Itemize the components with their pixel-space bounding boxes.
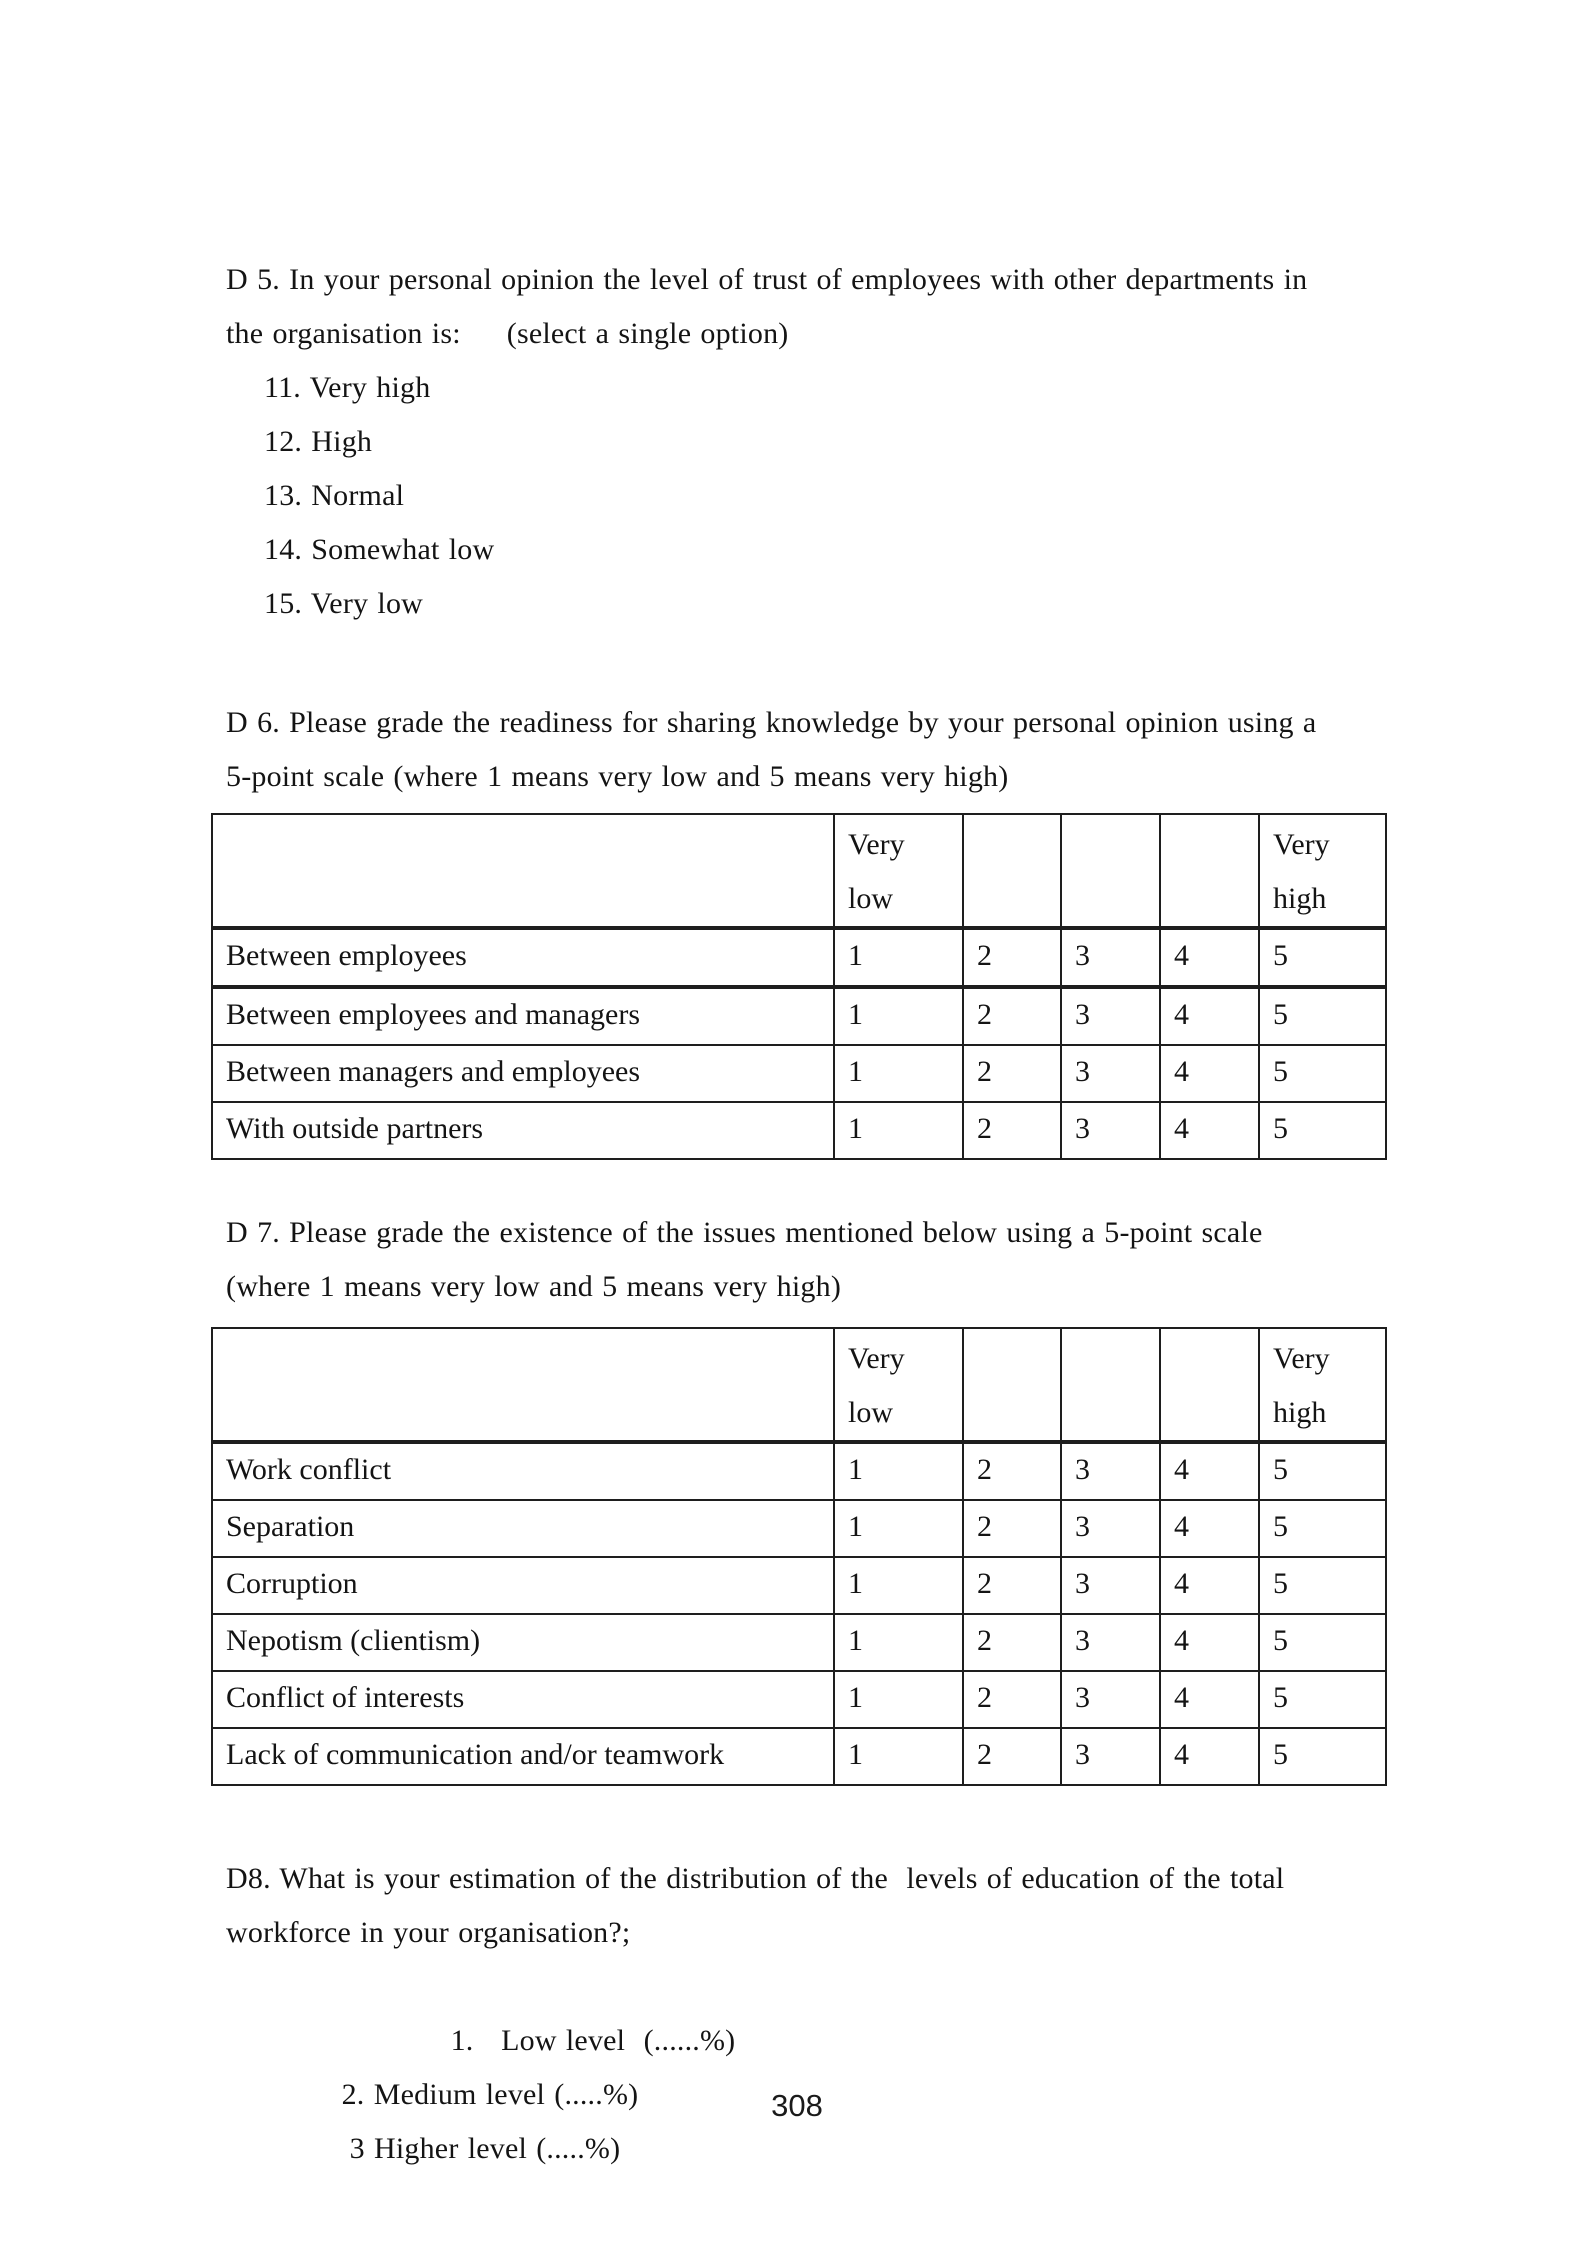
rating-cell-5: 5: [1259, 1102, 1386, 1159]
table-row: [212, 1500, 1386, 1557]
rating-cell-2: 2: [963, 1614, 1061, 1671]
rating-cell-3: 3: [1061, 1045, 1160, 1102]
row-label: Work conflict: [212, 1442, 834, 1500]
question-d5-line-1: D 5. In your personal opinion the level of trust of employees with other departments in: [226, 263, 1308, 296]
question-d5: [226, 253, 1416, 361]
question-d7: [226, 1206, 1416, 1314]
rating-cell-2: 2: [963, 987, 1061, 1045]
table-row: [212, 1728, 1386, 1785]
rating-cell-3: 3: [1061, 1102, 1160, 1159]
question-d8-line-1: D8. What is your estimation of the distribution of the levels of education of the total: [226, 1862, 1285, 1895]
rating-cell-1: 1: [834, 1557, 963, 1614]
d7-rating-table: [211, 1327, 1387, 1786]
rating-cell-1: 1: [834, 1102, 963, 1159]
question-d5-options: [264, 361, 1416, 631]
d6-rating-table: [211, 813, 1387, 1160]
rating-cell-5: 5: [1259, 1045, 1386, 1102]
d6-table-wrapper: [211, 813, 1416, 1160]
row-label: Lack of communication and/or teamwork: [212, 1728, 834, 1785]
rating-cell-1: 1: [834, 1045, 963, 1102]
table-row: [212, 1671, 1386, 1728]
header-blank-label: [212, 814, 834, 928]
header-very-high-word1: Very: [1273, 828, 1330, 861]
row-label: Separation: [212, 1500, 834, 1557]
rating-cell-5: 5: [1259, 928, 1386, 987]
rating-cell-4: 4: [1160, 1557, 1259, 1614]
rating-cell-4: 4: [1160, 1045, 1259, 1102]
question-d5-line-2: the organisation is: (select a single option): [226, 317, 789, 350]
header-blank-4: [1160, 1328, 1259, 1442]
option-medium-level: 2. Medium level (.....%): [341, 2078, 639, 2111]
rating-cell-3: 3: [1061, 987, 1160, 1045]
question-d8: [226, 1852, 1416, 2230]
rating-cell-2: 2: [963, 1102, 1061, 1159]
question-d8-line-2: workforce in your organisation?;: [226, 1916, 631, 1949]
rating-cell-4: 4: [1160, 1671, 1259, 1728]
rating-cell-4: 4: [1160, 928, 1259, 987]
rating-cell-2: 2: [963, 1442, 1061, 1500]
rating-cell-2: 2: [963, 928, 1061, 987]
option-very-low: 15. Very low: [264, 587, 424, 620]
row-label: Between managers and employees: [212, 1045, 834, 1102]
header-very-high: [1259, 814, 1386, 928]
table-row: [212, 928, 1386, 987]
table-header-row: [212, 814, 1386, 928]
header-very-high: [1259, 1328, 1386, 1442]
question-d6-line-2: 5-point scale (where 1 means very low and 5 means very high): [226, 760, 1009, 793]
rating-cell-2: 2: [963, 1671, 1061, 1728]
rating-cell-1: 1: [834, 987, 963, 1045]
rating-cell-4: 4: [1160, 1500, 1259, 1557]
rating-cell-1: 1: [834, 1500, 963, 1557]
table-row: [212, 1102, 1386, 1159]
table-row: [212, 1557, 1386, 1614]
rating-cell-4: 4: [1160, 987, 1259, 1045]
option-high: 12. High: [264, 425, 373, 458]
header-blank-3: [1061, 1328, 1160, 1442]
row-label: Between employees: [212, 928, 834, 987]
option-normal: 13. Normal: [264, 479, 405, 512]
table-row: [212, 1045, 1386, 1102]
page-content: [226, 0, 1416, 2230]
d7-table-wrapper: [211, 1327, 1416, 1786]
rating-cell-4: 4: [1160, 1442, 1259, 1500]
rating-cell-5: 5: [1259, 1671, 1386, 1728]
table-row: [212, 1614, 1386, 1671]
table-row: [212, 987, 1386, 1045]
page-number: 308: [771, 2088, 823, 2123]
question-d7-line-1: D 7. Please grade the existence of the issues mentioned below using a 5-point scale: [226, 1216, 1263, 1249]
rating-cell-2: 2: [963, 1557, 1061, 1614]
question-d7-line-2: (where 1 means very low and 5 means very high): [226, 1270, 842, 1303]
rating-cell-1: 1: [834, 1728, 963, 1785]
option-low-level: 1. Low level (......%): [450, 2024, 736, 2057]
option-higher-level: 3 Higher level (.....%): [349, 2132, 621, 2165]
rating-cell-3: 3: [1061, 1728, 1160, 1785]
header-blank-label: [212, 1328, 834, 1442]
question-d6: [226, 696, 1416, 804]
row-label: Between employees and managers: [212, 987, 834, 1045]
rating-cell-3: 3: [1061, 1671, 1160, 1728]
rating-cell-5: 5: [1259, 1557, 1386, 1614]
header-very-high-word2: high: [1273, 882, 1327, 915]
header-very-low: [834, 1328, 963, 1442]
rating-cell-4: 4: [1160, 1614, 1259, 1671]
rating-cell-4: 4: [1160, 1728, 1259, 1785]
rating-cell-1: 1: [834, 1614, 963, 1671]
rating-cell-3: 3: [1061, 1442, 1160, 1500]
header-blank-4: [1160, 814, 1259, 928]
header-very-low-word1: Very: [848, 1342, 905, 1375]
table-row: [212, 1442, 1386, 1500]
rating-cell-5: 5: [1259, 1500, 1386, 1557]
header-very-low-word2: low: [848, 882, 893, 915]
rating-cell-5: 5: [1259, 1614, 1386, 1671]
row-label: Conflict of interests: [212, 1671, 834, 1728]
row-label: Corruption: [212, 1557, 834, 1614]
rating-cell-3: 3: [1061, 1500, 1160, 1557]
question-d6-line-1: D 6. Please grade the readiness for sharing knowledge by your personal opinion using a: [226, 706, 1317, 739]
rating-cell-3: 3: [1061, 1557, 1160, 1614]
option-somewhat-low: 14. Somewhat low: [264, 533, 495, 566]
rating-cell-3: 3: [1061, 1614, 1160, 1671]
rating-cell-1: 1: [834, 1442, 963, 1500]
row-label: With outside partners: [212, 1102, 834, 1159]
header-blank-2: [963, 814, 1061, 928]
header-blank-2: [963, 1328, 1061, 1442]
rating-cell-3: 3: [1061, 928, 1160, 987]
header-very-low-word1: Very: [848, 828, 905, 861]
header-very-low-word2: low: [848, 1396, 893, 1429]
row-label: Nepotism (clientism): [212, 1614, 834, 1671]
rating-cell-4: 4: [1160, 1102, 1259, 1159]
rating-cell-5: 5: [1259, 1728, 1386, 1785]
rating-cell-2: 2: [963, 1500, 1061, 1557]
rating-cell-5: 5: [1259, 987, 1386, 1045]
header-very-high-word1: Very: [1273, 1342, 1330, 1375]
rating-cell-2: 2: [963, 1728, 1061, 1785]
table-header-row: [212, 1328, 1386, 1442]
header-very-high-word2: high: [1273, 1396, 1327, 1429]
rating-cell-2: 2: [963, 1045, 1061, 1102]
header-very-low: [834, 814, 963, 928]
rating-cell-5: 5: [1259, 1442, 1386, 1500]
header-blank-3: [1061, 814, 1160, 928]
option-very-high: 11. Very high: [264, 371, 431, 404]
rating-cell-1: 1: [834, 1671, 963, 1728]
rating-cell-1: 1: [834, 928, 963, 987]
